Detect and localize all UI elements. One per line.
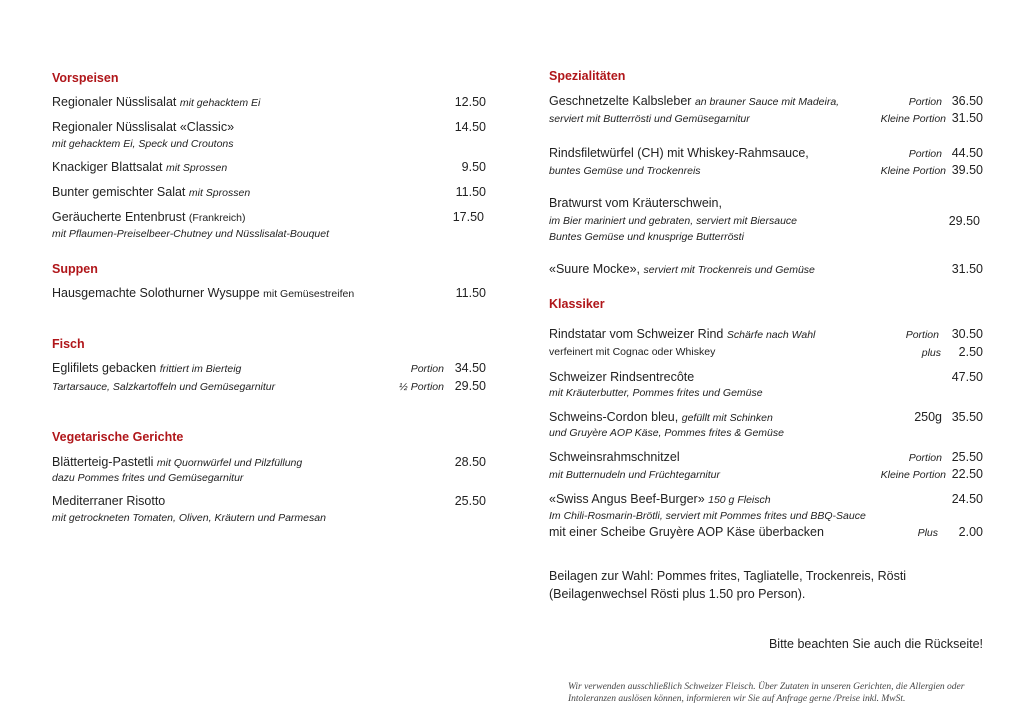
dish-price: 29.50 <box>454 379 486 393</box>
section-vorspeisen: Vorspeisen <box>52 71 119 85</box>
dish-name: Schweins-Cordon bleu, gefüllt mit Schinken <box>549 410 773 424</box>
dish-price: 11.50 <box>455 286 486 300</box>
dish-desc: mit Butternudeln und Früchtegarnitur <box>549 469 721 481</box>
dish-price: 31.50 <box>951 262 983 276</box>
portion-label: Kleine Portion <box>880 113 946 125</box>
dish-name: «Suure Mocke», serviert mit Trockenreis und Gemüse <box>549 262 815 276</box>
dish-price: 2.50 <box>958 345 983 359</box>
dish-name: Knackiger Blattsalat mit Sprossen <box>52 160 228 174</box>
dish-name: Regionaler Nüsslisalat mit gehacktem Ei <box>52 95 261 109</box>
portion-label: Portion <box>908 452 942 464</box>
dish-name: Blätterteig-Pastetli mit Quornwürfel und Pilzfüllung <box>52 455 303 469</box>
dish-price: 17.50 <box>452 210 484 224</box>
portion-label: ½ Portion <box>399 381 444 393</box>
dish-price: 35.50 <box>951 410 983 424</box>
dish-desc: im Bier mariniert und gebraten, serviert mit Biersauce <box>549 215 798 227</box>
dish-price: 47.50 <box>951 370 983 384</box>
portion-label: Kleine Portion <box>880 469 946 481</box>
portion-label: Portion <box>905 329 939 341</box>
dish-price: 36.50 <box>951 94 983 108</box>
dish-price: 44.50 <box>951 146 983 160</box>
section-klassiker: Klassiker <box>549 297 605 311</box>
portion-label: Portion <box>908 148 942 160</box>
section-fisch: Fisch <box>52 337 85 351</box>
dish-price: 25.50 <box>951 450 983 464</box>
dish-desc: Buntes Gemüse und knusprige Butterrösti <box>549 231 744 243</box>
dish-name: Bratwurst vom Kräuterschwein, <box>549 196 722 210</box>
dish-desc: mit getrockneten Tomaten, Oliven, Kräutern und Parmesan <box>52 512 326 524</box>
dish-price: 30.50 <box>951 327 983 341</box>
footer-note: Wir verwenden ausschließlich Schweizer Fleisch. Über Zutaten in unseren Gerichten, die Allergien oder <box>568 682 965 692</box>
dish-price: 9.50 <box>461 160 486 174</box>
dish-name: Geschnetzelte Kalbsleber an brauner Sauce mit Madeira, <box>549 94 840 108</box>
dish-name: Hausgemachte Solothurner Wysuppe mit Gemüsestreifen <box>52 286 355 300</box>
dish-name: Eglifilets gebacken frittiert im Bierteig <box>52 361 242 375</box>
dish-desc: Tartarsauce, Salzkartoffeln und Gemüsegarnitur <box>52 381 276 393</box>
dish-desc: und Gruyère AOP Käse, Pommes frites & Gemüse <box>549 427 784 439</box>
dish-desc: serviert mit Butterrösti und Gemüsegarnitur <box>549 113 750 125</box>
dish-extra: mit einer Scheibe Gruyère AOP Käse überbacken <box>549 525 824 539</box>
portion-label: Plus <box>917 527 938 539</box>
dish-desc: Im Chili-Rosmarin-Brötli, serviert mit Pommes frites und BBQ-Sauce <box>549 510 866 522</box>
dish-name: Schweinsrahmschnitzel <box>549 450 680 464</box>
dish-name: Rindstatar vom Schweizer Rind Schärfe nach Wahl <box>549 327 816 341</box>
section-suppen: Suppen <box>52 262 98 276</box>
dish-price: 31.50 <box>951 111 983 125</box>
dish-name: «Swiss Angus Beef-Burger» 150 g Fleisch <box>549 492 771 506</box>
dish-price: 12.50 <box>454 95 486 109</box>
portion-label: Portion <box>410 363 444 375</box>
dish-desc: dazu Pommes frites und Gemüsegarnitur <box>52 472 244 484</box>
portion-label: Portion <box>908 96 942 108</box>
dish-name: Rindsfiletwürfel (CH) mit Whiskey-Rahmsauce, <box>549 146 809 160</box>
dish-name: Geräucherte Entenbrust (Frankreich) <box>52 210 246 224</box>
beilagen-note: (Beilagenwechsel Rösti plus 1.50 pro Person). <box>549 587 806 601</box>
dish-name: Schweizer Rindsentrecôte <box>549 370 695 384</box>
footer-note: Intoleranzen auslösen können, informieren wir Sie auf Anfrage gerne /Preise inkl. MwSt. <box>568 694 906 704</box>
dish-price: 11.50 <box>455 185 486 199</box>
dish-desc: mit Pflaumen-Preiselbeer-Chutney und Nüsslisalat-Bouquet <box>52 228 330 240</box>
backside-hint: Bitte beachten Sie auch die Rückseite! <box>768 637 983 651</box>
section-spezialitaeten: Spezialitäten <box>549 69 626 83</box>
portion-label: Kleine Portion <box>880 165 946 177</box>
beilagen-text: Beilagen zur Wahl: Pommes frites, Tagliatelle, Trockenreis, Rösti <box>549 569 907 583</box>
section-vegetarisch: Vegetarische Gerichte <box>52 430 184 444</box>
dish-desc: verfeinert mit Cognac oder Whiskey <box>549 346 716 358</box>
dish-price: 28.50 <box>454 455 486 469</box>
dish-price: 22.50 <box>951 467 983 481</box>
dish-price: 25.50 <box>454 494 486 508</box>
dish-desc: buntes Gemüse und Trockenreis <box>549 165 701 177</box>
dish-name: Mediterraner Risotto <box>52 494 166 508</box>
dish-price: 2.00 <box>958 525 983 539</box>
dish-price: 14.50 <box>454 120 486 134</box>
dish-price: 24.50 <box>951 492 983 506</box>
dish-desc: mit Kräuterbutter, Pommes frites und Gemüse <box>549 387 763 399</box>
dish-price: 34.50 <box>454 361 486 375</box>
dish-name: Bunter gemischter Salat mit Sprossen <box>52 185 251 199</box>
dish-desc: mit gehacktem Ei, Speck und Croutons <box>52 138 234 150</box>
dish-name: Regionaler Nüsslisalat «Classic» <box>52 120 235 134</box>
portion-label: plus <box>921 347 941 359</box>
dish-weight: 250g <box>914 410 942 424</box>
dish-price: 39.50 <box>951 163 983 177</box>
dish-price: 29.50 <box>948 214 980 228</box>
